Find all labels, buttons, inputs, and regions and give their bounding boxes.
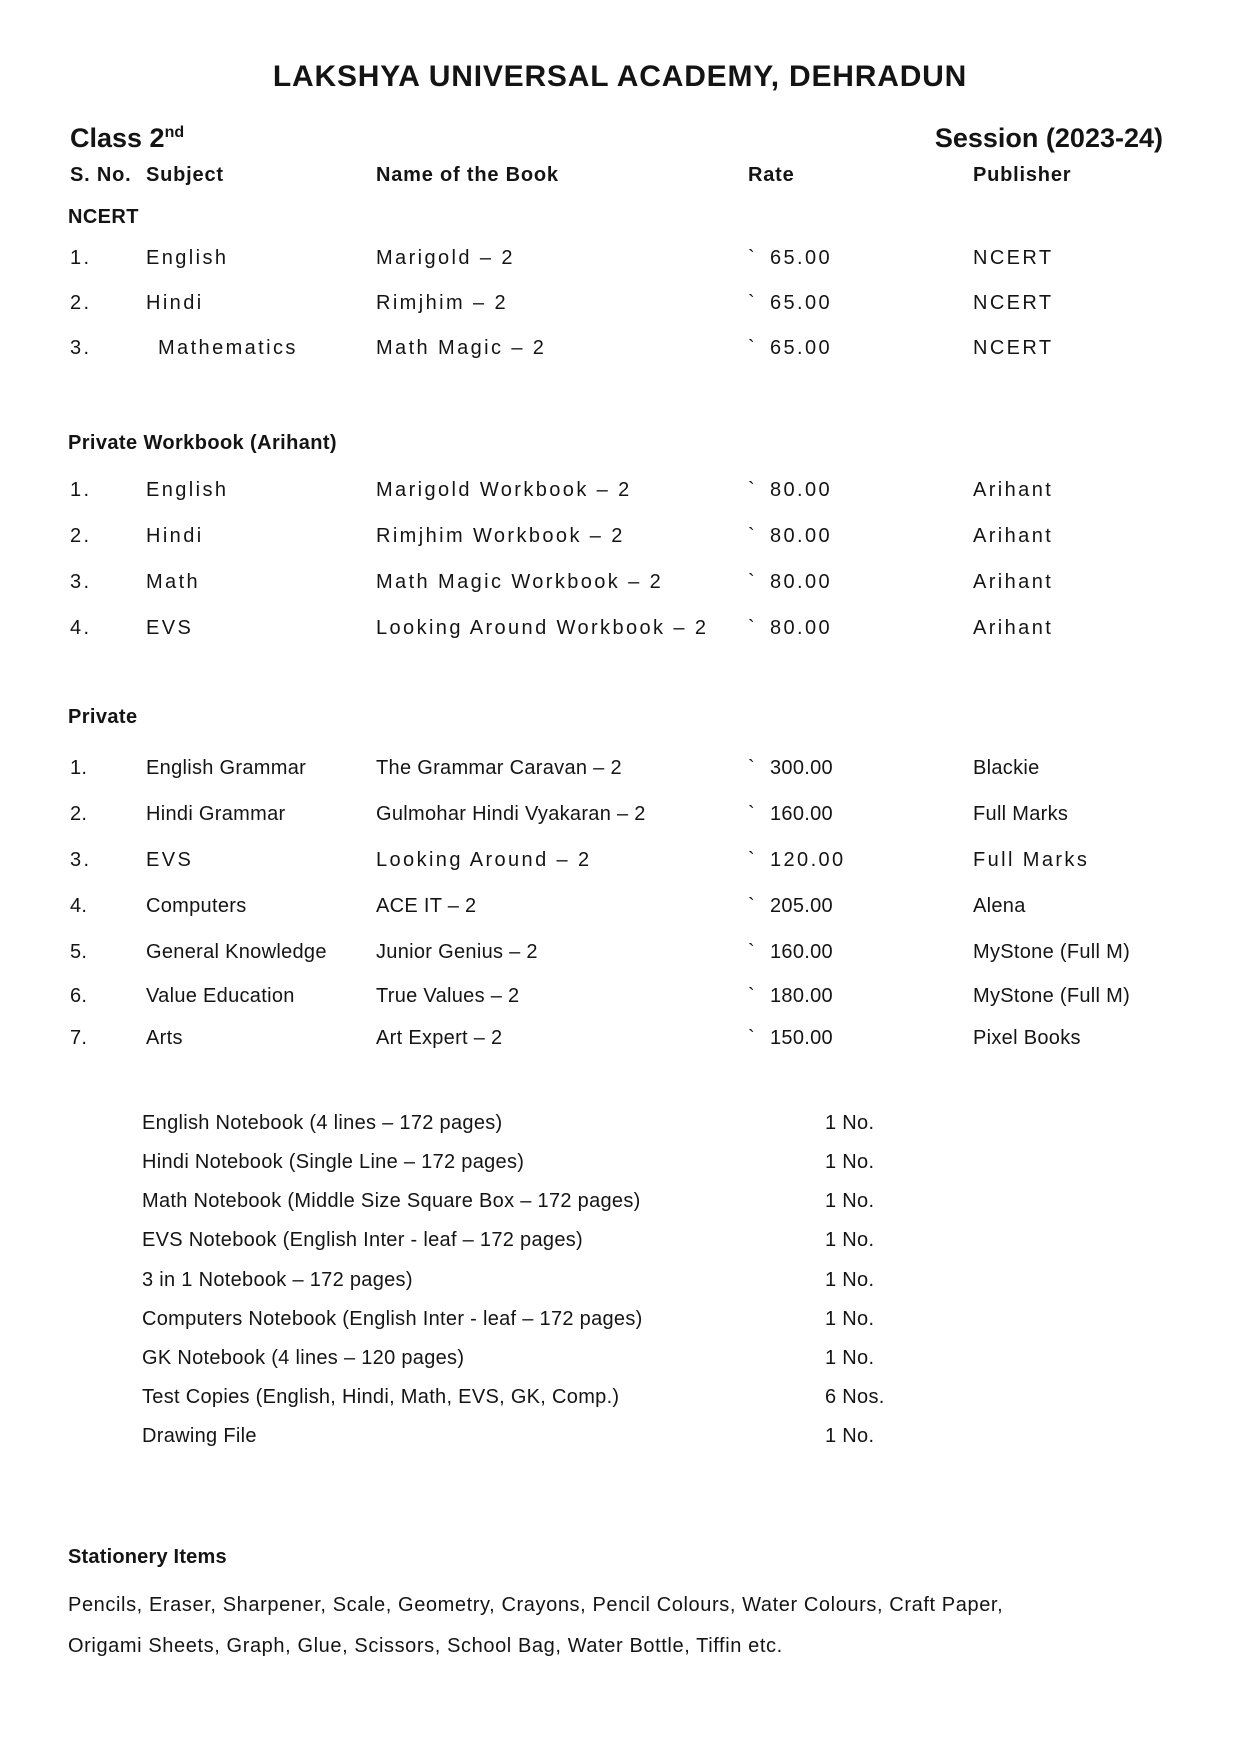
stationery-text (68, 1585, 1143, 1667)
rupee-symbol: ` (748, 479, 758, 501)
rupee-symbol: ` (748, 247, 758, 269)
rate-amount: 65.00 (770, 247, 833, 269)
column-header-publisher: Publisher (973, 164, 1072, 186)
rate-cell (748, 801, 833, 827)
subject-cell: General Knowledge (146, 941, 327, 963)
supply-item: Math Notebook (Middle Size Square Box – 172 pages) (142, 1190, 641, 1212)
book-cell: Rimjhim – 2 (376, 292, 508, 314)
rate-amount: 80.00 (770, 617, 833, 639)
rate-amount: 150.00 (770, 1027, 833, 1049)
column-header-book: Name of the Book (376, 164, 559, 186)
publisher-cell: Arihant (973, 617, 1054, 639)
sno-cell: 1. (70, 247, 92, 269)
rate-amount: 120.00 (770, 849, 846, 871)
sno-cell: 3. (70, 849, 92, 871)
book-cell: ACE IT – 2 (376, 895, 477, 917)
book-row (0, 523, 1240, 549)
subject-cell: Hindi (146, 292, 204, 314)
rate-cell (748, 523, 832, 549)
supply-qty: 1 No. (825, 1190, 875, 1212)
rate-cell (748, 1025, 833, 1051)
publisher-cell: Arihant (973, 525, 1054, 547)
supply-item: 3 in 1 Notebook – 172 pages) (142, 1269, 413, 1291)
book-cell: Math Magic – 2 (376, 337, 547, 359)
subject-cell: Computers (146, 895, 247, 917)
book-row (0, 893, 1240, 919)
rupee-symbol: ` (748, 571, 758, 593)
book-cell: Art Expert – 2 (376, 1027, 503, 1049)
book-cell: True Values – 2 (376, 985, 520, 1007)
book-cell: Math Magic Workbook – 2 (376, 571, 664, 593)
supply-qty: 1 No. (825, 1112, 875, 1134)
subject-cell: Arts (146, 1027, 183, 1049)
session-label: Session (2023-24) (934, 123, 1163, 153)
rate-amount: 80.00 (770, 479, 833, 501)
book-cell: Junior Genius – 2 (376, 941, 538, 963)
book-row (0, 245, 1240, 271)
rate-amount: 300.00 (770, 757, 833, 779)
publisher-cell: MyStone (Full M) (973, 985, 1131, 1007)
rate-cell (748, 290, 832, 316)
publisher-cell: Alena (973, 895, 1026, 917)
supply-item: Computers Notebook (English Inter - leaf – 172 pages) (142, 1308, 643, 1330)
section-heading-private: Private (68, 706, 138, 728)
book-row (0, 847, 1240, 873)
stationery-line-1: Pencils, Eraser, Sharpener, Scale, Geometry, Crayons, Pencil Colours, Water Colours, Craft Paper, (68, 1594, 1004, 1616)
rate-cell (748, 755, 833, 781)
subject-cell: Hindi Grammar (146, 803, 286, 825)
book-row (0, 477, 1240, 503)
supply-row (0, 1267, 1240, 1293)
rate-cell (748, 615, 832, 641)
rupee-symbol: ` (748, 985, 755, 1007)
publisher-cell: Full Marks (973, 849, 1090, 871)
rate-amount: 160.00 (770, 941, 833, 963)
book-row (0, 290, 1240, 316)
book-row (0, 335, 1240, 361)
supply-qty: 1 No. (825, 1425, 875, 1447)
rupee-symbol: ` (748, 895, 755, 917)
rate-cell (748, 939, 833, 965)
rate-cell (748, 983, 833, 1009)
publisher-cell: Full Marks (973, 803, 1069, 825)
supply-row (0, 1306, 1240, 1332)
section-heading-private-workbook: Private Workbook (Arihant) (68, 432, 337, 454)
supply-row (0, 1110, 1240, 1136)
supply-qty: 6 Nos. (825, 1386, 885, 1408)
class-label (70, 125, 184, 152)
supply-qty: 1 No. (825, 1269, 875, 1291)
column-header-rate: Rate (748, 164, 795, 186)
rate-cell (748, 893, 833, 919)
rupee-symbol: ` (748, 803, 755, 825)
rupee-symbol: ` (748, 525, 758, 547)
sno-cell: 5. (70, 941, 88, 963)
rupee-symbol: ` (748, 617, 758, 639)
subject-cell: Value Education (146, 985, 295, 1007)
book-cell: Gulmohar Hindi Vyakaran – 2 (376, 803, 646, 825)
rupee-symbol: ` (748, 849, 758, 871)
publisher-cell: MyStone (Full M) (973, 941, 1131, 963)
supply-qty: 1 No. (825, 1229, 875, 1251)
book-cell: Looking Around Workbook – 2 (376, 617, 709, 639)
rate-cell (748, 569, 832, 595)
sno-cell: 1. (70, 479, 92, 501)
publisher-cell: Arihant (973, 479, 1054, 501)
rupee-symbol: ` (748, 1027, 755, 1049)
subject-cell: English (146, 479, 229, 501)
school-name-title: LAKSHYA UNIVERSAL ACADEMY, DEHRADUN (272, 60, 968, 93)
subject-cell: EVS (146, 617, 194, 639)
subject-cell: English (146, 247, 229, 269)
rate-cell (748, 477, 832, 503)
stationery-heading: Stationery Items (68, 1546, 227, 1568)
book-cell: Marigold Workbook – 2 (376, 479, 632, 501)
publisher-cell: Blackie (973, 757, 1040, 779)
sno-cell: 3. (70, 571, 92, 593)
rate-amount: 180.00 (770, 985, 833, 1007)
supply-row (0, 1188, 1240, 1214)
rate-amount: 65.00 (770, 337, 833, 359)
rate-cell (748, 245, 832, 271)
class-ordinal-suffix: nd (164, 124, 185, 141)
supply-item: EVS Notebook (English Inter - leaf – 172 pages) (142, 1229, 584, 1251)
supply-qty: 1 No. (825, 1151, 875, 1173)
column-header-subject: Subject (146, 164, 224, 186)
sno-cell: 2. (70, 803, 88, 825)
supply-item: Test Copies (English, Hindi, Math, EVS, GK, Comp.) (142, 1386, 620, 1408)
section-heading-ncert: NCERT (68, 206, 139, 228)
rate-amount: 80.00 (770, 571, 833, 593)
rupee-symbol: ` (748, 941, 755, 963)
supply-item: GK Notebook (4 lines – 120 pages) (142, 1347, 465, 1369)
publisher-cell: NCERT (973, 292, 1054, 314)
supply-row (0, 1423, 1240, 1449)
publisher-cell: NCERT (973, 247, 1054, 269)
subject-cell: Mathematics (158, 337, 298, 359)
rate-amount: 160.00 (770, 803, 833, 825)
book-row (0, 983, 1240, 1009)
sno-cell: 1. (70, 757, 88, 779)
stationery-line-2: Origami Sheets, Graph, Glue, Scissors, School Bag, Water Bottle, Tiffin etc. (68, 1635, 783, 1657)
rate-amount: 205.00 (770, 895, 833, 917)
sno-cell: 7. (70, 1027, 88, 1049)
publisher-cell: Arihant (973, 571, 1054, 593)
supply-row (0, 1384, 1240, 1410)
rupee-symbol: ` (748, 337, 758, 359)
sno-cell: 3. (70, 337, 92, 359)
sno-cell: 2. (70, 525, 92, 547)
supply-row (0, 1149, 1240, 1175)
book-cell: The Grammar Caravan – 2 (376, 757, 622, 779)
publisher-cell: Pixel Books (973, 1027, 1081, 1049)
supply-qty: 1 No. (825, 1308, 875, 1330)
subject-cell: English Grammar (146, 757, 307, 779)
book-cell: Rimjhim Workbook – 2 (376, 525, 625, 547)
supply-row (0, 1345, 1240, 1371)
book-cell: Looking Around – 2 (376, 849, 592, 871)
subject-cell: Hindi (146, 525, 204, 547)
book-row (0, 569, 1240, 595)
rupee-symbol: ` (748, 292, 758, 314)
supply-qty: 1 No. (825, 1347, 875, 1369)
rate-amount: 65.00 (770, 292, 833, 314)
sno-cell: 2. (70, 292, 92, 314)
book-row (0, 1025, 1240, 1051)
supply-item: Hindi Notebook (Single Line – 172 pages) (142, 1151, 525, 1173)
rupee-symbol: ` (748, 757, 755, 779)
book-row (0, 939, 1240, 965)
class-label-text: Class 2 (70, 123, 165, 153)
sno-cell: 4. (70, 617, 92, 639)
rate-cell (748, 335, 832, 361)
rate-amount: 80.00 (770, 525, 833, 547)
rate-cell (748, 847, 846, 873)
book-cell: Marigold – 2 (376, 247, 515, 269)
supply-item: English Notebook (4 lines – 172 pages) (142, 1112, 503, 1134)
column-header-sno: S. No. (70, 164, 132, 186)
subject-cell: Math (146, 571, 201, 593)
supply-item: Drawing File (142, 1425, 257, 1447)
publisher-cell: NCERT (973, 337, 1054, 359)
sno-cell: 4. (70, 895, 88, 917)
book-row (0, 755, 1240, 781)
book-row (0, 615, 1240, 641)
subject-cell: EVS (146, 849, 194, 871)
book-row (0, 801, 1240, 827)
supply-row (0, 1227, 1240, 1253)
sno-cell: 6. (70, 985, 88, 1007)
